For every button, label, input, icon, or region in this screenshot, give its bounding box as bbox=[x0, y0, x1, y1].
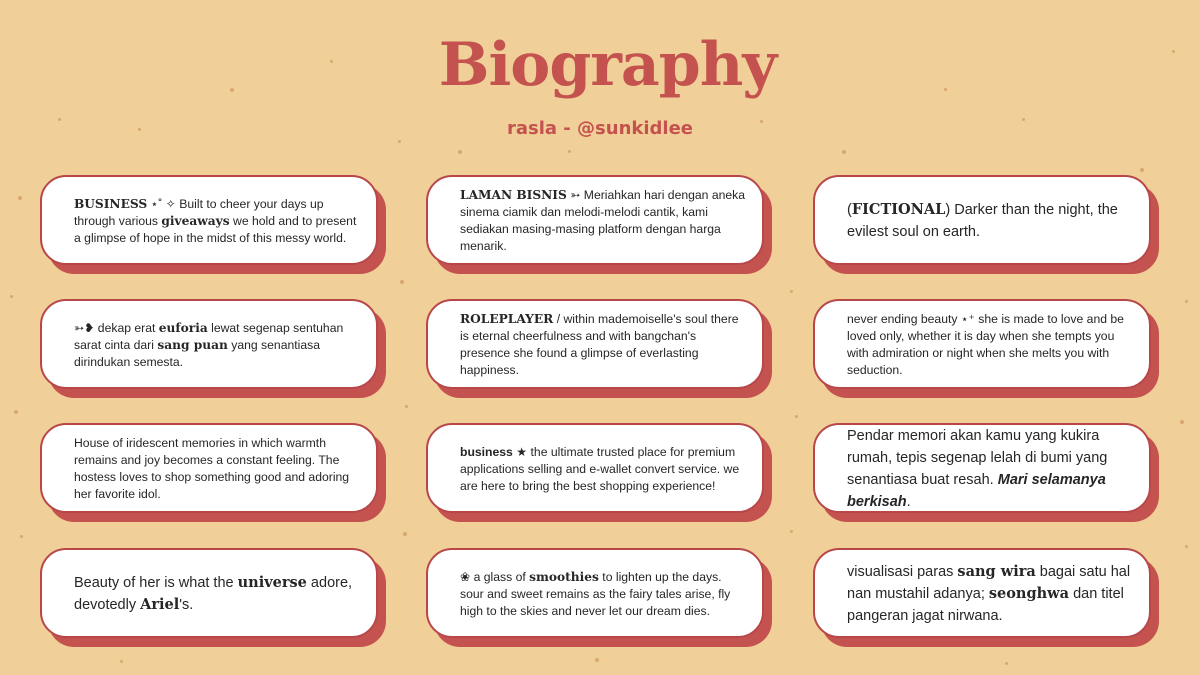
card-text-segment: euforia bbox=[158, 320, 208, 335]
card-text bbox=[847, 561, 1133, 627]
bio-card bbox=[813, 299, 1151, 389]
card-text bbox=[74, 320, 360, 371]
card-text-segment: Pendar memori akan kamu yang kukira rumah, tepis segenap lelah di bumi yang senantiasa buat resah. bbox=[847, 428, 1108, 488]
bio-card bbox=[813, 423, 1151, 513]
card-face bbox=[426, 175, 764, 265]
card-text-segment: universe bbox=[237, 574, 307, 591]
card-text-segment: / within mademoiselle's soul there is eternal cheerfulness and with bangchan's presence she found a glimpse of everlasting happiness. bbox=[460, 312, 739, 377]
card-text-segment: bagai satu hal nan mustahil adanya; bbox=[847, 564, 1131, 602]
card-text bbox=[74, 572, 360, 616]
card-text bbox=[847, 425, 1133, 513]
card-face bbox=[40, 548, 378, 638]
bio-card bbox=[40, 423, 378, 513]
card-text-segment: giveaways bbox=[161, 213, 230, 228]
card-text-segment: to lighten up the days. sour and sweet remains as the fairy tales arise, fly high to the skies and never let our dream dies. bbox=[460, 569, 731, 618]
card-face bbox=[426, 423, 764, 513]
bio-card bbox=[813, 175, 1151, 265]
card-text-segment: LAMAN BISNIS bbox=[460, 188, 567, 202]
card-text-segment: ★ the ultimate trusted place for premium applications selling and e-wallet convert service. we are here to bring the best shopping experience! bbox=[460, 444, 740, 493]
card-text-segment: . bbox=[906, 494, 911, 510]
card-text-segment: 's. bbox=[179, 597, 194, 613]
card-text bbox=[460, 311, 746, 379]
bio-card bbox=[426, 299, 764, 389]
card-text-segment: lewat segenap sentuhan sarat cinta dari bbox=[74, 320, 344, 352]
card-text-segment: ⋆˚ ✧ Built to cheer your days up through various bbox=[74, 196, 324, 228]
card-text-segment: ( bbox=[847, 202, 852, 218]
bio-card bbox=[40, 299, 378, 389]
card-text-segment: dan titel pangeran jagat nirwana. bbox=[847, 586, 1124, 624]
card-text-segment: never ending beauty ⋆⁺ she is made to love and be loved only, whether it is day when she tempts you with admiration or night when she melts you with seduction. bbox=[847, 312, 1124, 377]
card-text bbox=[74, 196, 360, 247]
card-text-segment: ❀ a glass of bbox=[460, 569, 530, 584]
card-face bbox=[426, 548, 764, 638]
card-text-segment: Mari selamanya berkisah bbox=[847, 472, 1106, 510]
card-face bbox=[813, 548, 1151, 638]
card-text-segment: business bbox=[460, 444, 513, 459]
card-text bbox=[74, 435, 360, 503]
card-text-segment: ➳❥ dekap erat bbox=[74, 320, 159, 335]
page-subtitle: rasla - @sunkidlee bbox=[506, 118, 693, 139]
card-text-segment: ) Darker than the night, the evilest soul on earth. bbox=[847, 202, 1118, 240]
bio-card bbox=[813, 548, 1151, 638]
card-face bbox=[813, 299, 1151, 389]
card-text-segment: yang senantiasa dirindukan semesta. bbox=[74, 337, 321, 369]
card-face bbox=[40, 175, 378, 265]
card-text-segment: sang puan bbox=[157, 337, 228, 352]
card-face bbox=[40, 423, 378, 513]
card-text bbox=[460, 444, 746, 495]
bio-card bbox=[426, 423, 764, 513]
card-text-segment: Ariel bbox=[140, 596, 180, 613]
card-text bbox=[847, 199, 1133, 243]
page-title: Biography bbox=[438, 30, 777, 100]
card-text-segment: visualisasi paras bbox=[847, 564, 958, 580]
bio-card bbox=[426, 548, 764, 638]
card-face bbox=[40, 299, 378, 389]
card-text-segment: BUSINESS bbox=[74, 196, 148, 211]
card-text bbox=[460, 187, 746, 255]
card-face bbox=[813, 175, 1151, 265]
bio-card bbox=[426, 175, 764, 265]
card-text-segment: we hold and to present a glimpse of hope in the midst of this messy world. bbox=[74, 213, 357, 245]
card-text-segment: seonghwa bbox=[988, 585, 1070, 602]
bio-card bbox=[40, 548, 378, 638]
card-text-segment: ROLEPLAYER bbox=[460, 312, 554, 326]
card-text-segment: smoothies bbox=[529, 569, 599, 584]
card-text-segment: FICTIONAL bbox=[851, 201, 946, 218]
bio-card bbox=[40, 175, 378, 265]
card-face bbox=[813, 423, 1151, 513]
card-face bbox=[426, 299, 764, 389]
card-text-segment: ➳ Meriahkan hari dengan aneka sinema ciamik dan melodi-melodi cantik, kami sediakan masing-masing platform dengan harga menarik. bbox=[460, 188, 746, 253]
card-text-segment: sang wira bbox=[957, 563, 1036, 580]
card-text-segment: adore, devotedly bbox=[74, 575, 353, 613]
card-text bbox=[847, 311, 1133, 379]
card-text-segment: House of iridescent memories in which warmth remains and joy becomes a constant feeling. The hostess loves to shop something good and adoring her favorite idol. bbox=[74, 436, 350, 501]
card-text bbox=[460, 569, 746, 620]
card-text-segment: Beauty of her is what the bbox=[74, 575, 238, 591]
